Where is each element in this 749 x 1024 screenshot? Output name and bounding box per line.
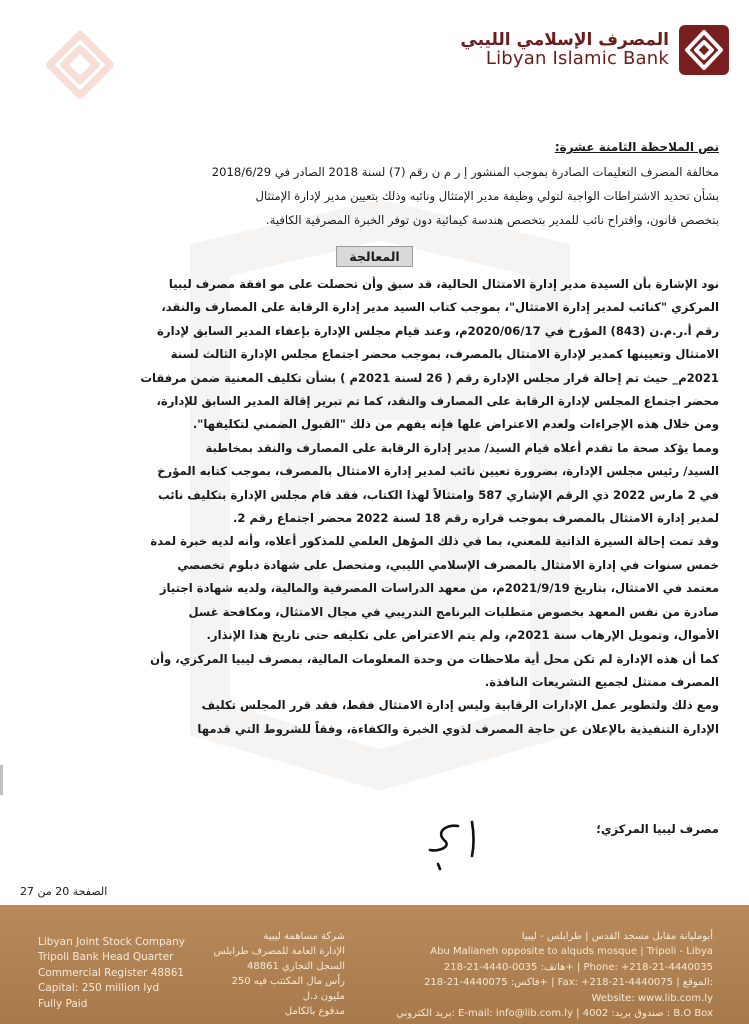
footer-line: هاتف: 0035-4440-21-218+ | Phone: +218-21-4440035 <box>443 961 713 973</box>
text-line: خمس سنوات في إدارة الامتثال بالمصرف الإسلامي الليبي، ومتحصل على شهادة دبلوم تخصصي <box>177 557 719 572</box>
text-line: الإدارة التنفيذية بالإعلان عن حاجة المصرف لذوي الخبرة والكفاءة، وفقاً للشروط التي قدمها <box>197 721 719 736</box>
bank-name-arabic: المصرف الإسلامي الليبي <box>460 29 669 50</box>
footer-line: السجل التجاري 48861 <box>247 961 345 972</box>
handwritten-signature-icon <box>414 812 494 872</box>
text-line: كما أن هذه الإدارة لم تكن محل أية ملاحظات من وحدة المعلومات المالية، بمصرف ليبيا المركزي، وأن <box>150 651 719 666</box>
text-line: معتمد في الامتثال، بتاريخ 2021/9/19م، من معهد الدراسات المصرفية والمالية، ولديه شهادة اجتياز <box>159 581 719 596</box>
text-line: 2021م_ حيث تم إحالة قرار مجلس الإدارة رقم ( 26 لسنة 2021م ) بشأن تكليف المعنية ضمن مرفقات <box>140 370 719 385</box>
note-line: مخالفة المصرف التعليمات الصادرة بموجب المنشور إ ر م ن رقم (7) لسنة 2018 الصادر في 2018/6/29 <box>211 165 719 179</box>
text-line: محضر اجتماع المجلس لإدارة الرقابة على المصارف والنقد، كما تم تبرير إقالة المدير السابق للإدارة، <box>156 394 719 409</box>
bank-logo-icon <box>679 25 729 75</box>
text-line: الأموال، وتمويل الإرهاب سنة 2021م، ولم يتم الاعتراض على تكليفه حتى تاريخ هذا الإنذار. <box>206 628 719 643</box>
footer-line: Tripoli Bank Head Quarter <box>38 951 174 964</box>
scan-margin-mark <box>0 765 3 795</box>
footer-line: Fully Paid <box>38 997 88 1010</box>
bank-name-english: Libyan Islamic Bank <box>485 48 669 70</box>
text-line: في 2 مارس 2022 ذي الرقم الإشاري 587 وامتثالاً لهذا الكتاب، فقد قام مجلس الإدارة بتكليف نائب <box>157 487 719 502</box>
footer-company-arabic <box>210 929 345 1019</box>
closing-row <box>30 820 719 860</box>
treatment-paragraph-2 <box>30 437 719 531</box>
faded-logo-watermark-icon <box>40 28 120 108</box>
footer-line: Libyan Joint Stock Company <box>38 936 185 948</box>
text-line: صادرة من نفس المعهد بخصوص متطلبات البرنامج التدريبي في مجال الامتثال، ومكافحة غسل <box>188 604 719 619</box>
note-line: بشأن تحديد الاشتراطات الواجبة لتولي وظيفة مدير الإمتثال ونائبه وذلك بتعيين مدير لإدارة الإمتثال <box>255 189 719 203</box>
footer-line: مدفوع بالكامل <box>284 1006 345 1017</box>
text-line: وقد تمت إحالة السيرة الذاتية للمعني، بما في ذلك المؤهل العلمي للمذكور أعلاه، وأنه لديه خبرة لمدة <box>150 534 719 549</box>
note-line: بتخصص قانون، واقتراح نائب للمدير بتخصص هندسة كيمائية دون توفر الخبرة المصرفية الكافية. <box>265 213 719 227</box>
footer-line: Commercial Register 48861 <box>38 966 185 979</box>
footer-line: Abu Malianeh opposite to alquds mosque | Tripoli - Libya <box>430 946 713 958</box>
page-number: الصفحة 20 من 27 <box>20 885 108 898</box>
text-line: المركزي "كنائب لمدير إدارة الامتثال"، بموجب كتاب السيد مدير إدارة الرقابة على المصارف والنقد، <box>161 300 719 315</box>
footer-line: بريد الكتروني: E-mail: info@lib.com.ly | صندوق بريد: 4002 : B.O Box <box>396 1008 713 1020</box>
note-paragraph <box>30 160 719 232</box>
text-line: الامتثال وتعيينها كمدير لإدارة الامتثال بالمصرف، بموجب محضر اجتماع مجلس الإدارة الثالث لسنة <box>170 347 719 362</box>
text-line: ومع ذلك ولتطوير عمل الإدارات الرقابية وليس إدارة الامتثال فقط، فقد قرر المجلس تكليف <box>201 698 719 713</box>
treatment-paragraph-1 <box>30 273 719 437</box>
bank-brand-header <box>460 20 729 80</box>
treatment-paragraph-4 <box>30 648 719 695</box>
text-line: لمدير إدارة الامتثال بالمصرف بموجب قراره رقم 18 لسنة 2022 محضر اجتماع رقم 2. <box>232 511 719 526</box>
text-line: ومن خلال هذه الإجراءات ولعدم الاعتراض علها فإنه يفهم من ذلك "القبول الضمني لتكليفها". <box>192 417 719 432</box>
text-line: نود الإشارة بأن السيدة مدير إدارة الامتثال الحالية، قد سبق وأن تحصلت على مو افقة مصرف ليبيا <box>168 277 719 291</box>
footer-line: الإدارة العامة للمصرف طرابلس <box>213 946 345 957</box>
footer-company-english <box>38 935 185 1012</box>
text-line: المصرف ممتثل لجميع التشريعات النافذة. <box>484 674 719 689</box>
treatment-paragraph-5 <box>30 694 719 741</box>
footer-line: شركة مساهمة ليبية <box>263 931 345 942</box>
letterhead-footer <box>0 905 749 1024</box>
note-title: نص الملاحظة الثامنة عشرة: <box>554 140 719 154</box>
text-line: رقم أ.ر.م.ن (843) المؤرخ في 2020/06/17م، وعند قيام مجلس الإدارة بإعفاء المدير السابق لإدارة <box>157 323 719 338</box>
footer-line: رأس مال المكتتب فيه 250 مليون د.ل <box>231 976 345 1002</box>
footer-line: Capital: 250 million lyd <box>38 982 160 995</box>
text-line: ومما يؤكد صحة ما تقدم أعلاه قيام السيد/ مدير إدارة الرقابة على المصارف والنقد بمخاطبة <box>205 440 719 455</box>
footer-line: أبومليانة مقابل مسجد القدس | طرابلس - ليبيا <box>521 931 713 942</box>
treatment-paragraph-3 <box>30 530 719 647</box>
footer-line: فاكس: 4440075-21-218+ | Fax: +218-21-4440075 | الموقع: Website: www.lib.com.ly <box>424 977 713 1004</box>
text-line: السيد/ رئيس مجلس الإدارة، بضرورة تعيين نائب لمدير إدارة الامتثال بالمصرف، بموجب كتابه المؤرخ <box>157 464 719 479</box>
treatment-heading: المعالجة <box>336 246 412 267</box>
letter-body <box>30 140 719 741</box>
closing-text: مصرف ليبيا المركزي؛ <box>596 822 719 836</box>
footer-contact-info <box>383 929 713 1021</box>
